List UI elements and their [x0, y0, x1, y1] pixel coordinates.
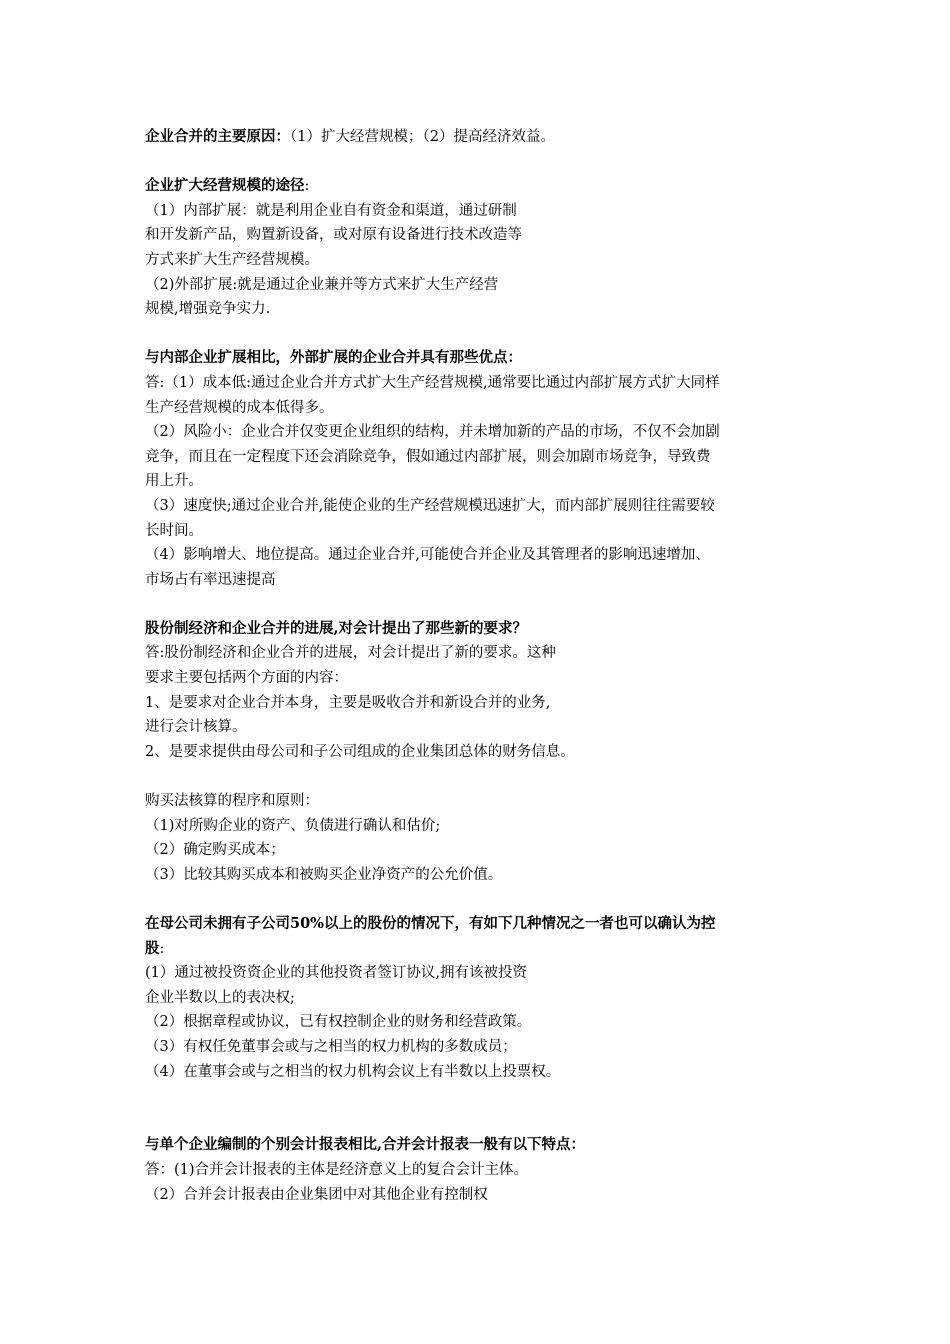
- text-line: [145, 1060, 815, 1085]
- body-text: （4）影响增大、地位提高。通过企业合并,可能使合并企业及其管理者的影响迅速增加、: [145, 547, 710, 564]
- text-line: [145, 691, 815, 716]
- heading-line: [145, 617, 815, 642]
- text-line: [145, 273, 815, 298]
- body-text: 规模,增强竞争实力.: [145, 301, 271, 318]
- body-text: （1）内部扩展：就是利用企业自有资金和渠道，通过研制: [145, 202, 517, 219]
- text-line: [145, 371, 815, 396]
- heading-text: 股: [145, 939, 160, 957]
- body-text: :: [304, 178, 310, 195]
- body-text: （3）有权任免董事会或与之相当的权力机构的多数成员；: [145, 1038, 517, 1055]
- body-text: （2）根据章程或协议，已有权控制企业的财务和经营政策。: [145, 1014, 532, 1031]
- text-line: [145, 1035, 815, 1060]
- body-text: （1)对所购企业的资产、负债进行确认和估价;: [145, 817, 441, 834]
- body-text: 和开发新产品，购置新设备，或对原有设备进行技术改造等: [145, 227, 522, 244]
- heading-line: [145, 346, 815, 371]
- text-line: [145, 666, 815, 691]
- body-text: （1）扩大经营规模；（2）提高经济效益。: [290, 129, 555, 145]
- text-line: [145, 223, 815, 248]
- body-text: （3）比较其购买成本和被购买企业净资产的公允价值。: [145, 866, 503, 883]
- heading-text: 股份制经济和企业合并的进展,对会计提出了那些新的要求？: [145, 619, 528, 637]
- paragraph-spacer: [145, 1109, 815, 1134]
- body-text: （2）确定购买成本；: [145, 842, 285, 859]
- body-text: 2、是要求提供由母公司和子公司组成的企业集团总体的财务信息。: [145, 743, 575, 760]
- body-text: 竞争，而且在一定程度下还会消除竞争，假如通过内部扩展，则会加剧市场竞争，导致费: [145, 448, 711, 465]
- heading-text: 与内部企业扩展相比，外部扩展的企业合并具有那些优点：: [145, 349, 522, 367]
- body-text: :: [159, 940, 165, 957]
- body-text: 答:（1）成本低:通过企业合并方式扩大生产经营规模,通常要比通过内部扩展方式扩大同样: [145, 374, 720, 391]
- text-line: [145, 519, 815, 544]
- text-line: [145, 1010, 815, 1035]
- body-text: 长时间。: [145, 522, 203, 539]
- body-text: 企业半数以上的表决权;: [145, 989, 295, 1006]
- text-line: [145, 789, 815, 814]
- body-text: 市场占有率迅速提高: [145, 571, 276, 588]
- document-page: [145, 125, 815, 1207]
- heading-text: 与单个企业编制的个别会计报表相比,合并会计报表一般有以下特点：: [145, 1136, 586, 1154]
- text-line: [145, 641, 815, 666]
- body-text: （4）在董事会或与之相当的权力机构会议上有半数以上投票权。: [145, 1063, 561, 1080]
- body-text: 进行会计核算。: [145, 719, 247, 736]
- body-text: 购买法核算的程序和原则：: [145, 793, 319, 810]
- text-line: [145, 445, 815, 470]
- body-text: 要求主要包括两个方面的内容：: [145, 670, 348, 687]
- text-line: [145, 863, 815, 888]
- heading-line: [145, 912, 815, 937]
- paragraph-spacer: [145, 764, 815, 789]
- paragraph-spacer: [145, 1084, 815, 1109]
- heading-text: 在母公司未拥有子公司50%以上的股份的情况下，有如下几种情况之一者也可以确认为控: [145, 915, 716, 932]
- text-line: [145, 814, 815, 839]
- heading-text: 企业扩大经营规模的途径: [145, 177, 305, 195]
- heading-line: [145, 937, 815, 962]
- text-line: [145, 1183, 815, 1208]
- paragraph-spacer: [145, 150, 815, 175]
- text-line: [145, 494, 815, 519]
- heading-line: [145, 174, 815, 199]
- body-text: （3）速度快;通过企业合并,能使企业的生产经营规模迅速扩大，而内部扩展则往往需要较: [145, 497, 715, 514]
- body-text: （2）风险小：企业合并仅变更企业组织的结构，并未增加新的产品的市场，不仅不会加剧: [145, 424, 720, 441]
- text-line: [145, 568, 815, 593]
- text-line: [145, 420, 815, 445]
- body-text: 生产经营规模的成本低得多。: [145, 399, 334, 416]
- heading-text: 企业合并的主要原因：: [145, 128, 290, 145]
- text-line: [145, 297, 815, 322]
- body-text: （2)外部扩展:就是通过企业兼并等方式来扩大生产经营: [145, 276, 499, 293]
- body-text: 用上升。: [145, 473, 203, 490]
- text-line: [145, 469, 815, 494]
- body-text: （2）合并会计报表由企业集团中对其他企业有控制权: [145, 1186, 488, 1203]
- heading-line: [145, 125, 815, 150]
- text-line: [145, 396, 815, 421]
- text-line: [145, 986, 815, 1011]
- body-text: 方式来扩大生产经营规模。: [145, 251, 319, 268]
- text-line: [145, 715, 815, 740]
- paragraph-spacer: [145, 322, 815, 347]
- paragraph-spacer: [145, 887, 815, 912]
- body-text: 1、是要求对企业合并本身，主要是吸收合并和新设合并的业务,: [145, 694, 551, 711]
- paragraph-spacer: [145, 592, 815, 617]
- text-line: [145, 1158, 815, 1183]
- body-text: 答：(1)合并会计报表的主体是经济意义上的复合会计主体。: [145, 1161, 529, 1178]
- heading-line: [145, 1133, 815, 1158]
- text-line: [145, 961, 815, 986]
- body-text: 答:股份制经济和企业合并的进展，对会计提出了新的要求。这种: [145, 645, 556, 662]
- text-line: [145, 740, 815, 765]
- text-line: [145, 543, 815, 568]
- text-line: [145, 838, 815, 863]
- text-line: [145, 248, 815, 273]
- text-line: [145, 199, 815, 224]
- body-text: (1）通过被投资资企业的其他投资者签订协议,拥有该被投资: [145, 965, 527, 982]
